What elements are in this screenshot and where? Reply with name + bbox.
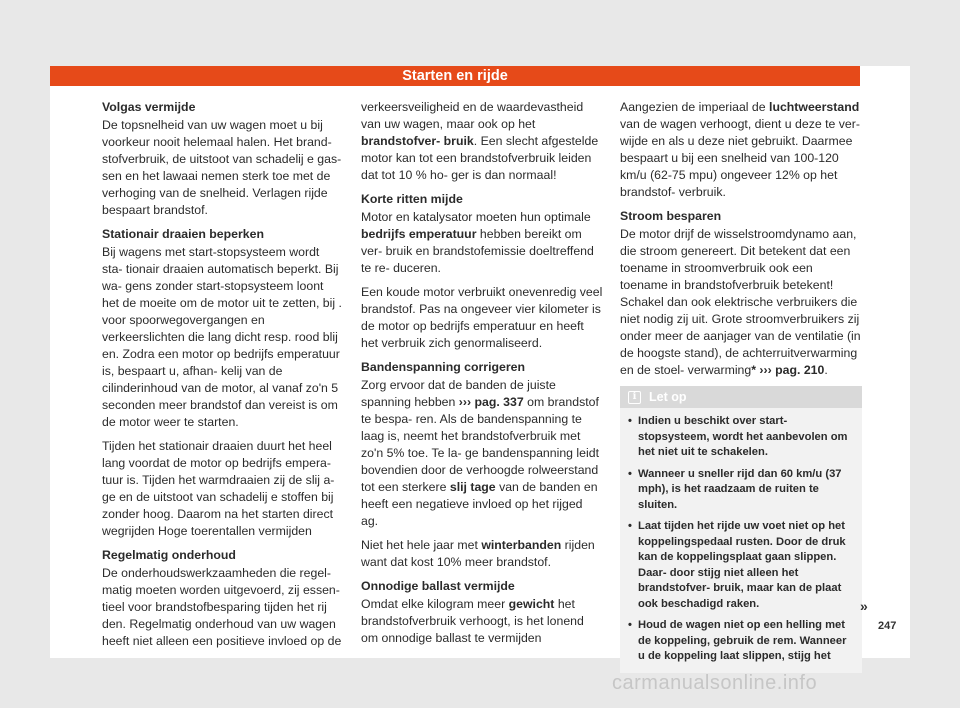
paragraph-imperiaal <box>620 99 862 201</box>
note-title: Let op <box>649 390 687 404</box>
heading-ballast: Onnodige ballast vermijde <box>361 579 515 593</box>
text-bold: slij tage <box>449 480 496 494</box>
continue-arrow-icon: » <box>860 598 868 614</box>
watermark: carmanualsonline.info <box>612 672 818 694</box>
text-bold: luchtweerstand <box>769 100 860 114</box>
text-run: Aangezien de imperiaal de <box>620 100 770 114</box>
paragraph-ballast <box>361 596 603 647</box>
paragraph-stationair: Bij wagens met start-stopsysteem wordt sta- tionair draaien automatisch beperkt. Bij wa- gens zonder start-stopsysteem loont het de moeite om de motor uit te zetten, bij . voor spoorwegovergangen en verkeerslichten die lang dicht resp. rood blij en. Zodra een motor op bedrijfs emperatuur is, bespaart u, afhan- kelij van de cilinderinhoud van de motor, al vanaf zo'n 5 seconden meer brandstof dan vereist is om de motor weer te starten. <box>102 245 342 429</box>
text-run: rijden want dat kost 10% meer brandstof. <box>361 538 595 569</box>
paragraph-stroom <box>620 226 862 379</box>
text-run: Motor en katalysator moeten hun optimale <box>361 210 591 224</box>
heading-stationair: Stationair draaien beperken <box>102 227 264 241</box>
note-header <box>620 386 862 408</box>
section-header: Starten en rijde <box>50 66 860 86</box>
page-number: 247 <box>878 620 897 632</box>
heading-onderhoud: Regelmatig onderhoud <box>102 548 236 562</box>
note-item: • Laat tijden het rijde uw voet niet op het koppelingspedaal rusten. Door de druk kan de koppelingsplaat gaan slippen. Daar- door stijg niet alleen het brandstofver- bruik, maar kan de plaat ook beschadigd raken. <box>628 519 854 612</box>
heading-bandenspanning: Bandenspanning corrigeren <box>361 360 525 374</box>
text-run: De motor drijf de wisselstroomdynamo aan, die stroom genereert. Dit betekent dat een toename in stroomverbruik ook een toename in brandstofverbruik betekent! Schakel dan ook elektrische verbruikers die niet nodig zij uit. Grote stroomverbruikers zij onder meer de aanjager van de ventilatie (in de hoogste stand), de achterruitverwarming en de stoel- verwarming <box>620 227 861 377</box>
note-item: • Houd de wagen niet op een helling met de koppeling, gebruik de rem. Wanneer u de koppeling laat slippen, stijg het <box>628 618 854 665</box>
paragraph-verkeersveiligheid <box>361 99 603 184</box>
note-list <box>620 408 862 673</box>
paragraph-warmdraaien: Tijden het stationair draaien duurt het heel lang voordat de motor op bedrijfs empera- tuur is. Tijden het warmdraaien zij de slij a- ge en de uitstoot van schadelij e stoffen bij zonder hoog. Daarom na het starten direct wegrijden Hoge toerentallen vermijden <box>102 439 335 538</box>
info-icon: i <box>628 391 641 404</box>
text-run: Niet het hele jaar met <box>361 538 482 552</box>
text-bold: brandstofver- bruik <box>361 134 474 148</box>
paragraph-volgas: De topsnelheid van uw wagen moet u bij voorkeur nooit helemaal halen. Het brand- stofverbruik, de uitstoot van schadelij e gas- sen en het lawaai nemen sterk toe met de verhoging van de snelheid. Verlagen rijde bespaart brandstof. <box>102 118 342 217</box>
column-right <box>620 99 862 673</box>
note-item: • Indien u beschikt over start-stopsysteem, wordt het aanbevolen om het niet uit te schakelen. <box>628 414 854 461</box>
text-run: van de wagen verhoogt, dient u deze te ver- wijde en als u deze niet gebruikt. Daarmee bespaart u bij een snelheid van 100-120 km/u (62-75 mpu) ongeveer 12% op het brandstof- verbruik. <box>620 117 860 199</box>
text-run: om brandstof te bespa- ren. Als de bandenspanning te laag is, neemt het brandstofverbruik met zo'n 5% toe. Te la- ge bandenspanning leidt bovendien door de verhoogde rolweerstand tot een sterkere <box>361 395 599 494</box>
paragraph-koude-motor: Een koude motor verbruikt onevenredig veel brandstof. Pas na ongeveer vier kilometer is de motor op bedrijfs emperatuur en heeft het verbruik zich genormaliseerd. <box>361 285 603 350</box>
note-item: • Wanneer u sneller rijd dan 60 km/u (37 mph), is het raadzaam de ruiten te sluiten. <box>628 467 854 514</box>
text-run: . <box>824 363 828 377</box>
page-reference-link[interactable]: ››› pag. 337 <box>458 395 524 409</box>
paragraph-winterbanden <box>361 537 603 571</box>
text-bold: bedrijfs emperatuur <box>361 227 477 241</box>
heading-stroom: Stroom besparen <box>620 209 722 223</box>
text-bold: winterbanden <box>481 538 562 552</box>
text-run: hebben bereikt om ver- bruik en brandstofemissie doeltreffend te re- duceren. <box>361 227 594 275</box>
text-run: van de banden en heeft een negatieve invloed op het rijged ag. <box>361 480 598 528</box>
text-run: Omdat elke kilogram meer <box>361 597 509 611</box>
text-run: . Een slecht afgestelde motor kan tot een brandstofverbruik leiden dat tot 10 % ho- ger is dan normaal! <box>361 134 599 182</box>
text-run: Zorg ervoor dat de banden de juiste spanning hebben <box>361 378 556 409</box>
text-run: verkeersveiligheid en de waardevastheid van uw wagen, maar ook op het <box>361 100 584 131</box>
text-run: het brandstofverbruik verhoogt, is het lonend om onnodige ballast te vermijden <box>361 597 584 645</box>
text-bold: gewicht <box>508 597 555 611</box>
heading-korte-ritten: Korte ritten mijde <box>361 192 463 206</box>
column-left <box>102 99 342 657</box>
heading-volgas: Volgas vermijde <box>102 100 196 114</box>
paragraph-bandenspanning <box>361 377 603 530</box>
paragraph-katalysator <box>361 209 603 277</box>
note-box <box>620 386 862 673</box>
column-middle <box>361 99 603 654</box>
page-reference-link[interactable]: * ››› pag. 210 <box>751 363 825 377</box>
paragraph-onderhoud: De onderhoudswerkzaamheden die regel- matig moeten worden uitgevoerd, zij essen- tieel voor brandstofbesparing tijden het rij den. Regelmatig onderhoud van uw wagen heeft niet alleen een positieve invloed op de <box>102 566 342 648</box>
